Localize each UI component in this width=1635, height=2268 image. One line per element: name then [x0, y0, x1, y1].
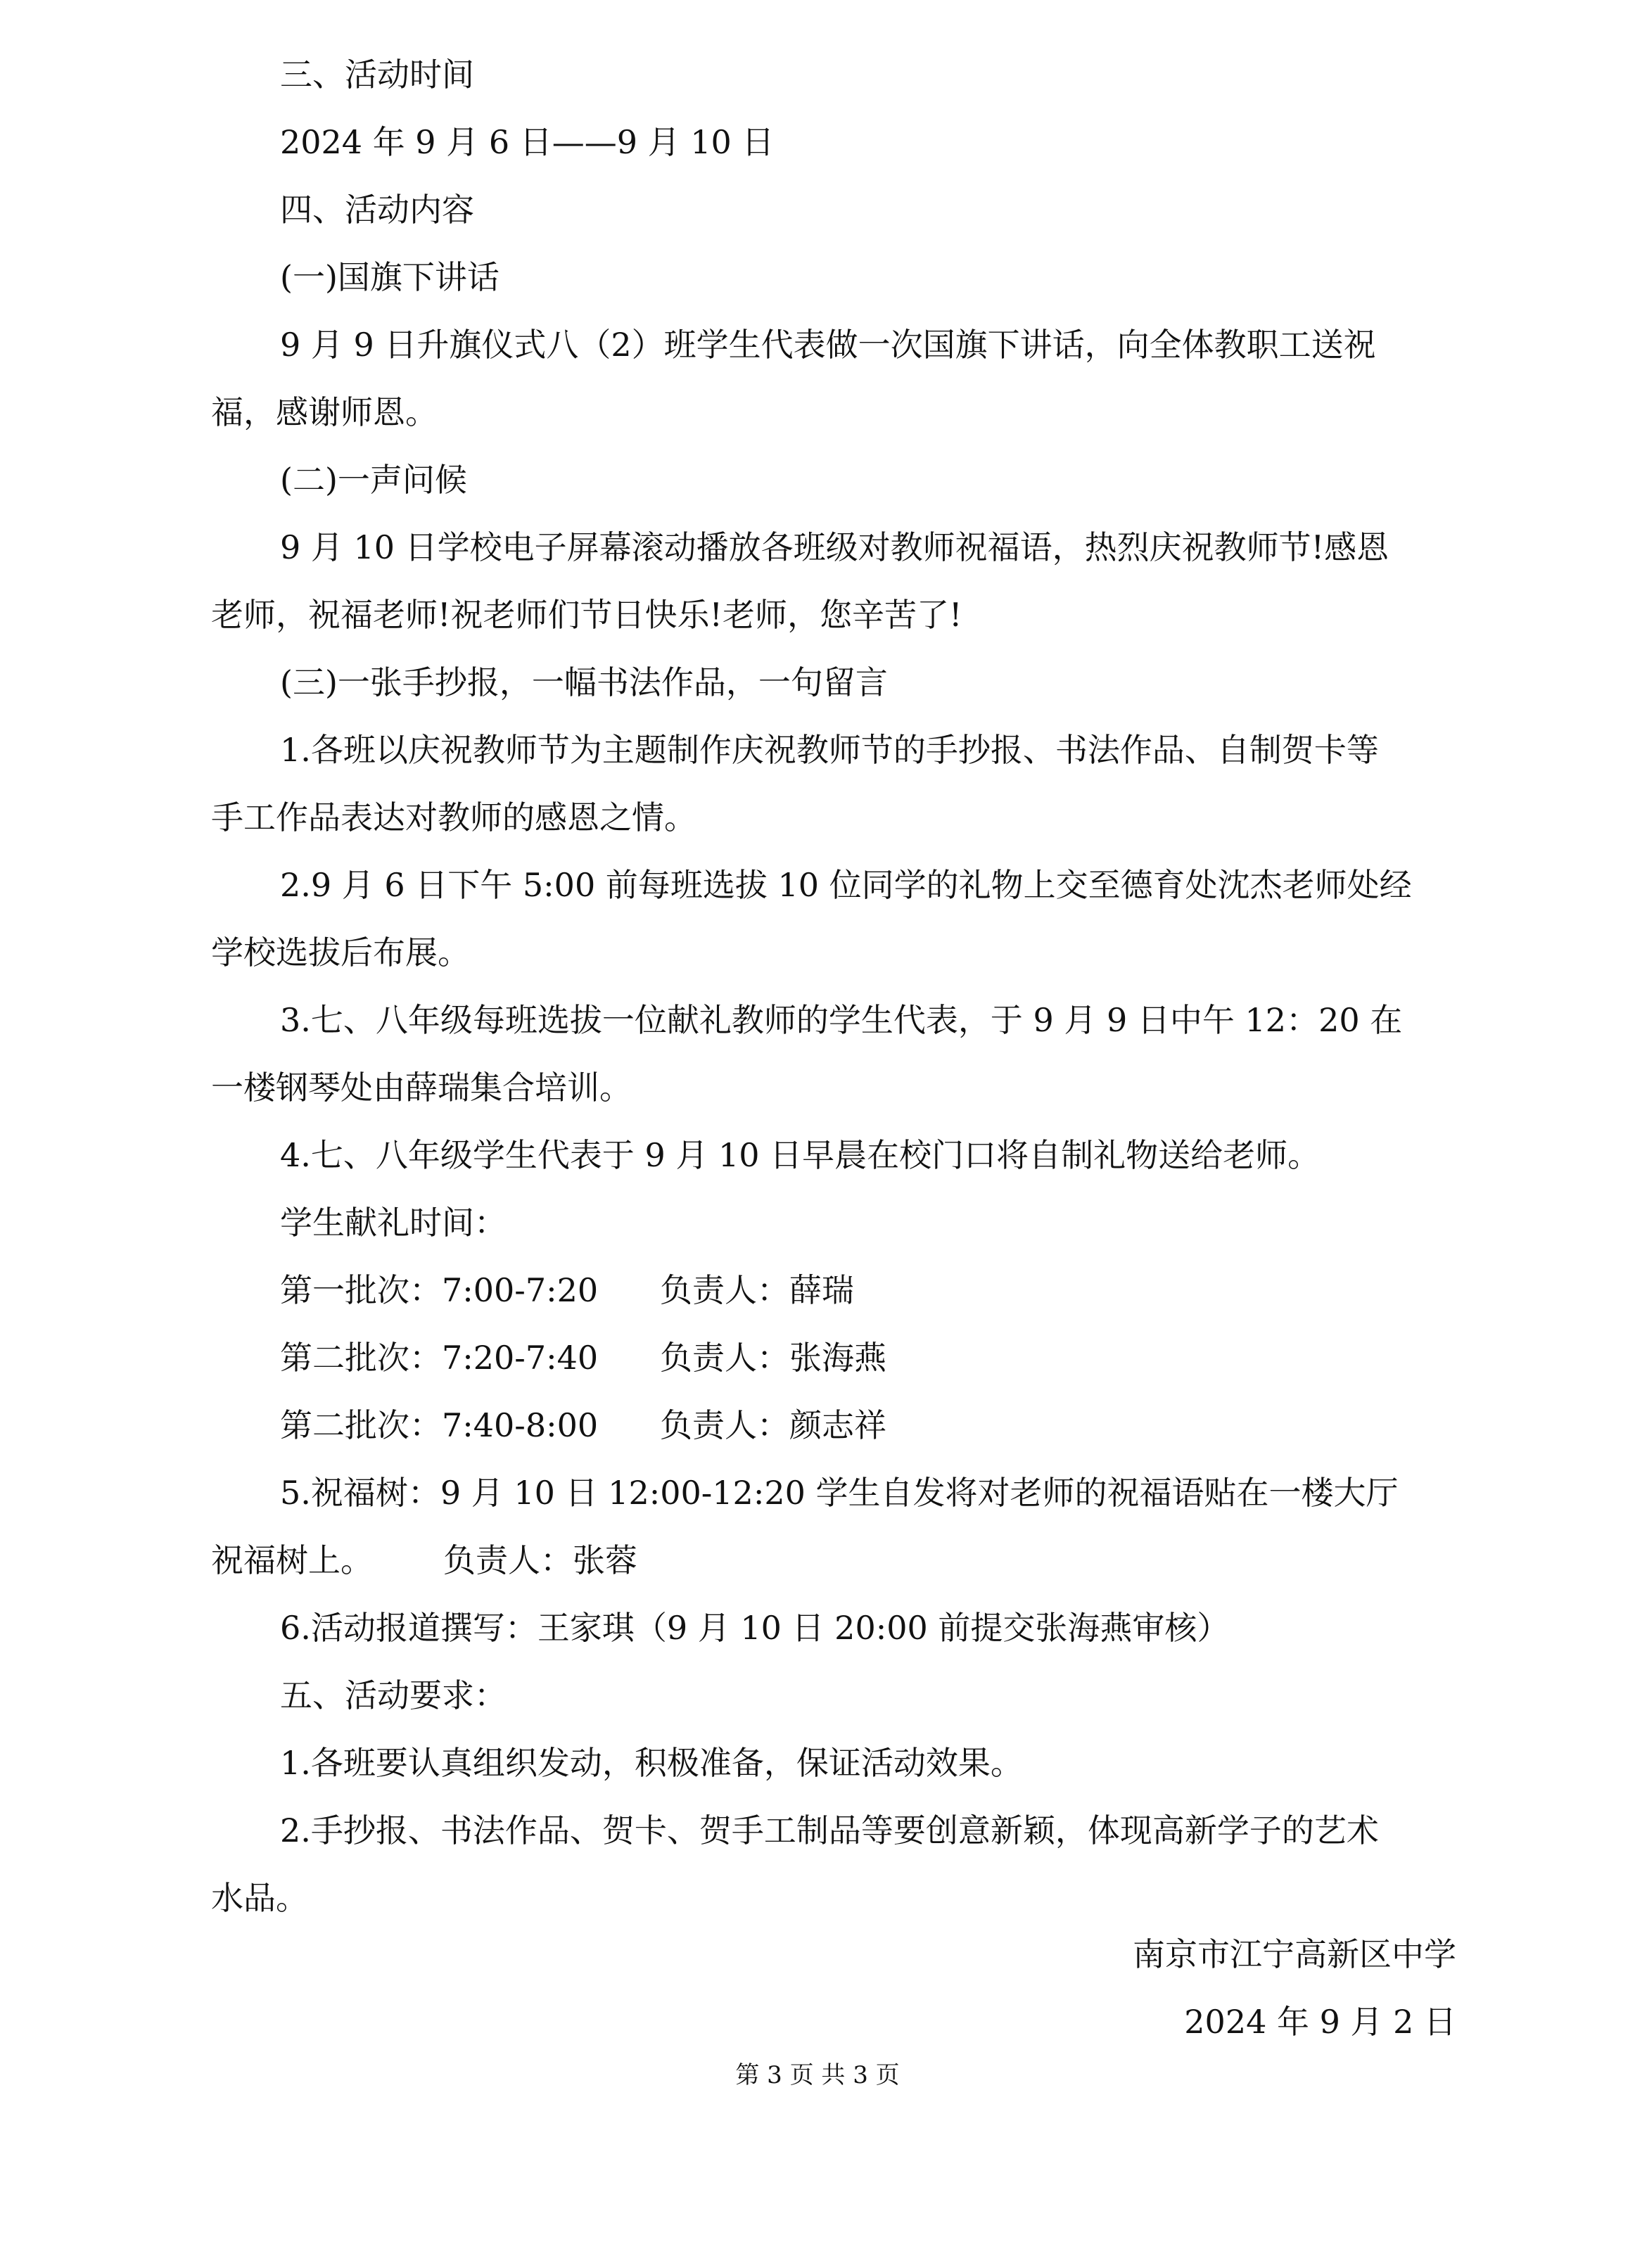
paragraph-line: 一楼钢琴处由薛瑞集合培训。: [211, 1069, 632, 1107]
signature-date: 2024 年 9 月 2 日: [1184, 2003, 1456, 2041]
item5-owner: 负责人：张蓉: [443, 1541, 637, 1579]
schedule-row: [211, 1256, 1456, 1324]
subheading-flag-speech: (一)国旗下讲话: [280, 258, 500, 296]
paragraph-line: 学校选拔后布展。: [211, 934, 470, 971]
schedule-row: [211, 1324, 1456, 1391]
schedule-owner: 负责人：薛瑞: [660, 1271, 854, 1309]
paragraph-line: 5.祝福树：9 月 10 日 12:00-12:20 学生自发将对老师的祝福语贴在一楼大厅: [280, 1474, 1399, 1512]
document-body: [211, 41, 1456, 1932]
paragraph-line: 2.手抄报、书法作品、贺卡、贺手工制品等要创意新颖，体现高新学子的艺术: [280, 1811, 1379, 1849]
paragraph-line: 3.七、八年级每班选拔一位献礼教师的学生代表，于 9 月 9 日中午 12：20 在: [280, 1001, 1403, 1039]
schedule-owner: 负责人：颜志祥: [660, 1406, 886, 1444]
schedule-heading: 学生献礼时间：: [280, 1204, 507, 1242]
paragraph-line: 9 月 10 日学校电子屏幕滚动播放各班级对教师祝福语，热烈庆祝教师节!感恩: [280, 528, 1389, 566]
subheading-handmade: (三)一张手抄报，一幅书法作品，一句留言: [280, 663, 888, 701]
paragraph-line: 2.9 月 6 日下午 5:00 前每班选拔 10 位同学的礼物上交至德育处沈杰老师处经: [280, 866, 1412, 904]
schedule-batch: 第二批次：7:20-7:40: [280, 1339, 599, 1377]
paragraph-line: 4.七、八年级学生代表于 9 月 10 日早晨在校门口将自制礼物送给老师。: [280, 1136, 1321, 1174]
paragraph-line: 水品。: [211, 1879, 308, 1917]
subheading-greeting: (二)一声问候: [280, 461, 467, 499]
schedule-owner: 负责人：张海燕: [660, 1339, 886, 1377]
section-heading-time: 三、活动时间: [280, 56, 474, 94]
paragraph-line: 1.各班要认真组织发动，积极准备，保证活动效果。: [280, 1744, 1023, 1782]
paragraph-line: 1.各班以庆祝教师节为主题制作庆祝教师节的手抄报、书法作品、自制贺卡等: [280, 731, 1379, 769]
paragraph-line: 6.活动报道撰写：王家琪（9 月 10 日 20:00 前提交张海燕审核）: [280, 1609, 1230, 1647]
paragraph-line: [211, 1527, 1456, 1594]
activity-date-range: 2024 年 9 月 6 日——9 月 10 日: [280, 123, 775, 161]
paragraph-line: 福，感谢师恩。: [211, 393, 438, 431]
paragraph-line: 老师，祝福老师!祝老师们节日快乐!老师，您辛苦了!: [211, 596, 962, 634]
schedule-batch: 第一批次：7:00-7:20: [280, 1271, 599, 1309]
page-footer: 第 3 页 共 3 页: [735, 2061, 900, 2089]
signature-org: 南京市江宁高新区中学: [1133, 1935, 1456, 1973]
paragraph-line: 9 月 9 日升旗仪式八（2）班学生代表做一次国旗下讲话，向全体教职工送祝: [280, 326, 1376, 364]
paragraph-line: 手工作品表达对教师的感恩之情。: [211, 798, 696, 836]
section-heading-requirements: 五、活动要求：: [280, 1676, 507, 1714]
schedule-batch: 第二批次：7:40-8:00: [280, 1406, 599, 1444]
schedule-row: [211, 1391, 1456, 1459]
item5-text: 祝福树上。: [211, 1541, 373, 1579]
section-heading-content: 四、活动内容: [280, 191, 474, 229]
